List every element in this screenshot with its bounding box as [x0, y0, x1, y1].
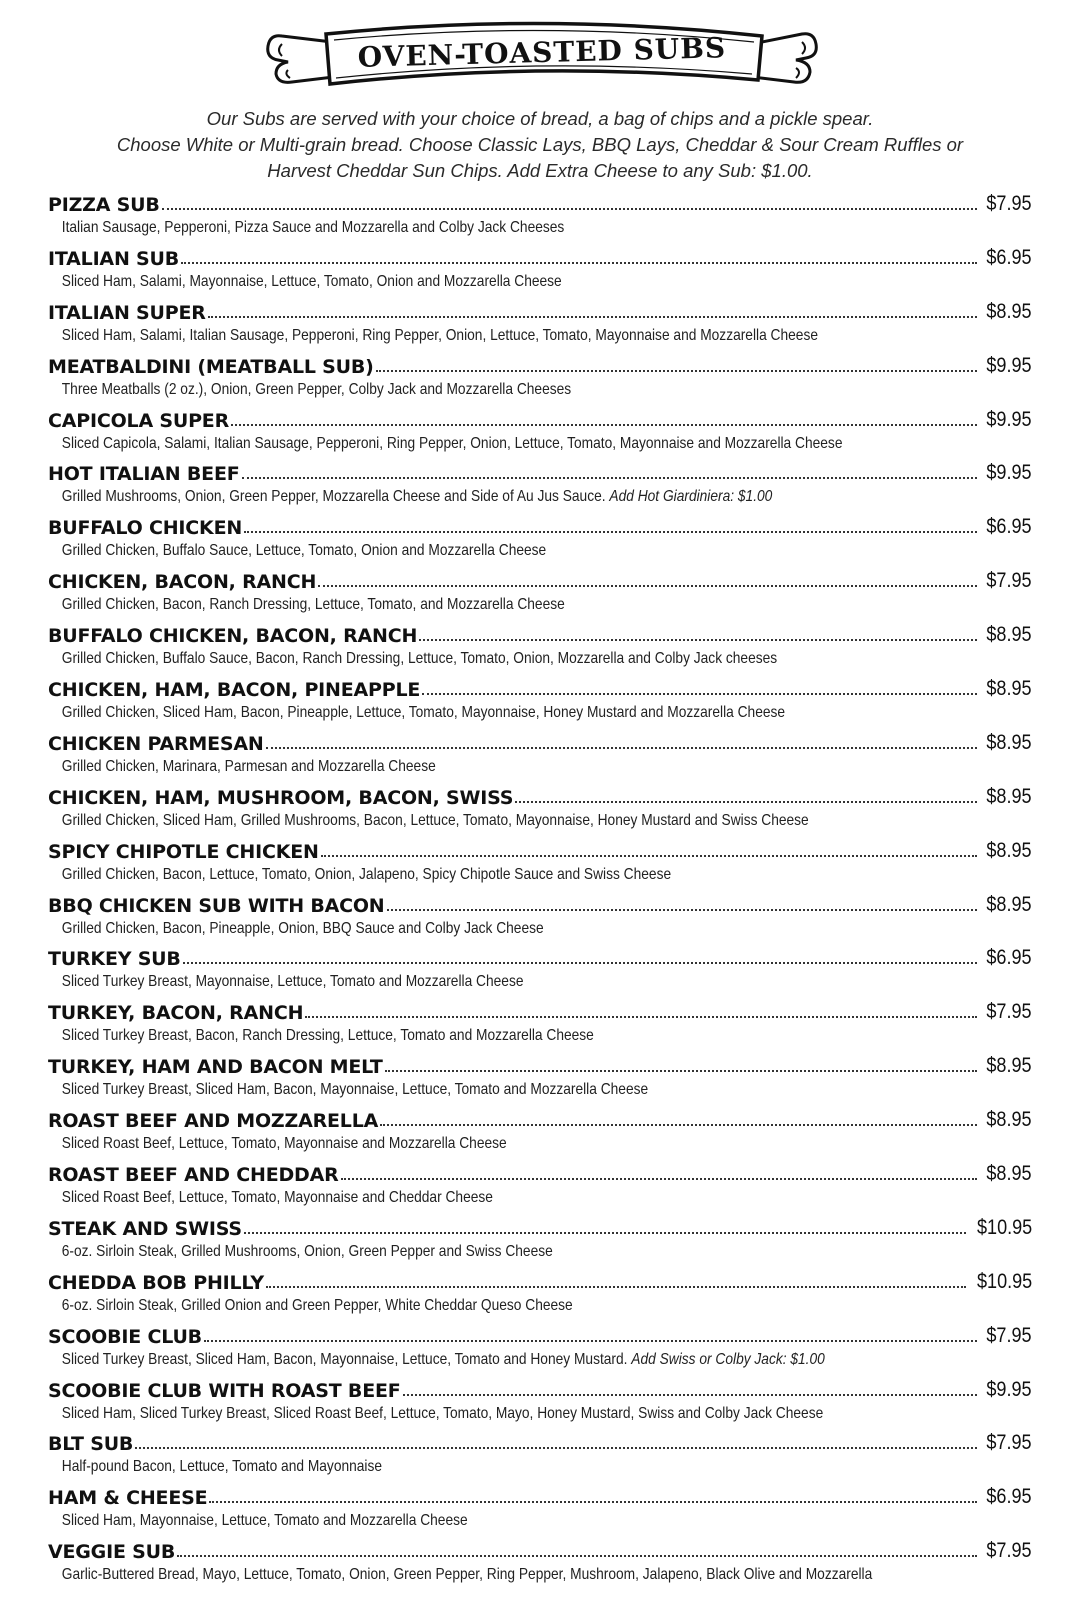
menu-item-row [48, 728, 1032, 755]
item-name: SCOOBIE CLUB [48, 1325, 202, 1348]
dot-leader [135, 1446, 977, 1449]
intro-line: Choose White or Multi-grain bread. Choose Classic Lays, BBQ Lays, Cheddar & Sour Cream Ruffles or [116, 134, 964, 155]
item-name: BBQ CHICKEN SUB WITH BACON [48, 894, 385, 917]
menu-item-row [48, 189, 1032, 216]
item-description [48, 970, 894, 994]
item-desc-text: 6-oz. Sirloin Steak, Grilled Onion and Green Pepper, White Cheddar Queso Cheese [61, 1296, 573, 1314]
dot-leader [419, 638, 977, 641]
item-description [48, 539, 894, 563]
item-price: $8.95 [986, 1108, 1032, 1132]
item-price: $7.95 [986, 1431, 1032, 1455]
menu-item [48, 512, 1032, 566]
menu-item-row [48, 351, 1032, 378]
dot-leader [318, 584, 977, 587]
menu-item-row [48, 1105, 1032, 1132]
item-price: $8.95 [986, 623, 1032, 647]
item-description [48, 809, 894, 833]
menu-item [48, 997, 1032, 1051]
item-description [48, 1024, 894, 1048]
menu-item [48, 566, 1032, 620]
item-name: SPICY CHIPOTLE CHICKEN [48, 840, 319, 863]
page-title: OVEN-TOASTED SUBS [357, 31, 727, 74]
dot-leader [162, 207, 978, 210]
item-name: TURKEY, HAM AND BACON MELT [48, 1056, 383, 1079]
dot-leader [376, 369, 978, 372]
dot-leader [341, 1177, 978, 1180]
item-desc-text: Grilled Chicken, Sliced Ham, Grilled Mushrooms, Bacon, Lettuce, Tomato, Mayonnaise, Honey Mustard and Swiss Cheese [61, 811, 809, 829]
item-description [48, 432, 894, 456]
item-name: CHICKEN, BACON, RANCH [48, 571, 317, 594]
item-addon-note: Add Hot Giardiniera: $1.00 [609, 488, 773, 506]
item-price: $8.95 [986, 677, 1032, 701]
dot-leader [266, 1285, 966, 1288]
item-description [48, 1455, 894, 1479]
item-desc-text: Half-pound Bacon, Lettuce, Tomato and Mayonnaise [61, 1458, 383, 1476]
menu-item [48, 405, 1032, 459]
dot-leader [177, 1554, 977, 1557]
item-description [48, 1078, 894, 1102]
item-desc-text: Italian Sausage, Pepperoni, Pizza Sauce and Mozzarella and Colby Jack Cheeses [61, 219, 565, 236]
menu-item-row [48, 1051, 1032, 1078]
item-description [48, 1509, 894, 1533]
menu-item-row [48, 620, 1032, 647]
item-price: $7.95 [986, 1323, 1032, 1347]
dot-leader [515, 800, 977, 803]
item-desc-text: Sliced Turkey Breast, Bacon, Ranch Dressing, Lettuce, Tomato and Mozzarella Cheese [61, 1027, 594, 1045]
menu-item-row [48, 890, 1032, 917]
item-description [48, 647, 894, 671]
item-description [48, 1240, 894, 1264]
menu-item [48, 1482, 1032, 1536]
menu-item [48, 674, 1032, 728]
menu-item-row [48, 997, 1032, 1024]
item-name: TURKEY, BACON, RANCH [48, 1002, 304, 1025]
menu-item-row [48, 1267, 1032, 1294]
item-price: $6.95 [986, 1485, 1032, 1509]
item-desc-text: Sliced Turkey Breast, Mayonnaise, Lettuce, Tomato and Mozzarella Cheese [61, 973, 524, 991]
item-name: ROAST BEEF AND CHEDDAR [48, 1164, 339, 1187]
item-price: $8.95 [986, 1054, 1032, 1078]
menu-item [48, 1051, 1032, 1105]
menu-item [48, 1105, 1032, 1159]
item-desc-text: Grilled Chicken, Bacon, Pineapple, Onion, BBQ Sauce and Colby Jack Cheese [61, 919, 544, 937]
item-desc-text: Sliced Roast Beef, Lettuce, Tomato, Mayonnaise and Mozzarella Cheese [61, 1135, 507, 1153]
item-price: $8.95 [986, 730, 1032, 754]
item-name: ITALIAN SUB [48, 247, 180, 270]
item-description [48, 378, 894, 402]
item-name: CHICKEN, HAM, BACON, PINEAPPLE [48, 679, 421, 702]
dot-leader [242, 476, 978, 479]
item-desc-text: Garlic-Buttered Bread, Mayo, Lettuce, Tomato, Onion, Green Pepper, Ring Pepper, Mushroom, Jalapeno, Black Olive and Mozzarella [61, 1566, 873, 1584]
item-name: ITALIAN SUPER [48, 301, 206, 324]
item-desc-text: Grilled Chicken, Sliced Ham, Bacon, Pineapple, Lettuce, Tomato, Mayonnaise, Honey Mustard and Mozzarella Cheese [61, 704, 786, 722]
dot-leader [204, 1339, 977, 1342]
menu-item-row [48, 297, 1032, 324]
item-name: CHICKEN PARMESAN [48, 732, 264, 755]
menu-item-row [48, 836, 1032, 863]
dot-leader [321, 854, 978, 857]
item-name: HOT ITALIAN BEEF [48, 463, 240, 486]
menu-item [48, 1267, 1032, 1321]
menu-item-row [48, 243, 1032, 270]
menu-item [48, 243, 1032, 297]
item-desc-text: Three Meatballs (2 oz.), Onion, Green Pepper, Colby Jack and Mozzarella Cheeses [61, 380, 572, 398]
item-desc-text: 6-oz. Sirloin Steak, Grilled Mushrooms, Onion, Green Pepper and Swiss Cheese [61, 1242, 553, 1260]
item-price: $10.95 [976, 1215, 1032, 1239]
menu-item [48, 1213, 1032, 1267]
item-price: $7.95 [986, 1000, 1032, 1024]
intro-line: Harvest Cheddar Sun Chips. Add Extra Cheese to any Sub: $1.00. [267, 160, 813, 181]
menu-item-row [48, 1482, 1032, 1509]
item-price: $9.95 [986, 461, 1032, 485]
menu-item-row [48, 674, 1032, 701]
item-description [48, 485, 894, 509]
dot-leader [183, 961, 978, 964]
item-desc-text: Sliced Ham, Sliced Turkey Breast, Sliced Roast Beef, Lettuce, Tomato, Mayo, Honey Mustard, Swiss and Colby Jack Cheese [61, 1404, 824, 1422]
menu-item [48, 782, 1032, 836]
item-description [48, 1294, 894, 1318]
menu-list [48, 189, 1032, 1590]
menu-item [48, 728, 1032, 782]
item-name: ROAST BEEF AND MOZZARELLA [48, 1110, 379, 1133]
item-desc-text: Grilled Chicken, Bacon, Lettuce, Tomato, Onion, Jalapeno, Spicy Chipotle Sauce and Swiss Cheese [61, 865, 672, 883]
item-price: $8.95 [986, 892, 1032, 916]
menu-item [48, 1536, 1032, 1590]
dot-leader [403, 1393, 978, 1396]
item-desc-text: Sliced Capicola, Salami, Italian Sausage, Pepperoni, Ring Pepper, Onion, Lettuce, Tomato, Mayonnaise and Mozzarella Cheese [61, 434, 843, 452]
item-price: $6.95 [986, 515, 1032, 539]
menu-item [48, 1159, 1032, 1213]
item-description [48, 1132, 894, 1156]
item-desc-text: Grilled Chicken, Bacon, Ranch Dressing, Lettuce, Tomato, and Mozzarella Cheese [61, 596, 565, 614]
menu-item [48, 351, 1032, 405]
item-price: $10.95 [976, 1269, 1032, 1293]
item-description [48, 1348, 894, 1372]
menu-item [48, 890, 1032, 944]
item-name: CHEDDA BOB PHILLY [48, 1271, 264, 1294]
item-description [48, 701, 894, 725]
item-description [48, 270, 894, 294]
dot-leader [209, 1500, 977, 1503]
dot-leader [208, 315, 978, 318]
item-price: $6.95 [986, 245, 1032, 269]
menu-item-row [48, 1159, 1032, 1186]
item-price: $7.95 [986, 1539, 1032, 1563]
menu-item-row [48, 1536, 1032, 1563]
dot-leader [305, 1015, 977, 1018]
item-price: $8.95 [986, 784, 1032, 808]
item-desc-text: Sliced Ham, Salami, Mayonnaise, Lettuce, Tomato, Onion and Mozzarella Cheese [61, 272, 562, 290]
item-name: CAPICOLA SUPER [48, 409, 230, 432]
item-name: HAM & CHEESE [48, 1487, 208, 1510]
item-name: STEAK AND SWISS [48, 1217, 242, 1240]
item-name: CHICKEN, HAM, MUSHROOM, BACON, SWISS [48, 786, 514, 809]
item-description [48, 324, 894, 348]
item-price: $9.95 [986, 353, 1032, 377]
item-description [48, 755, 894, 779]
dot-leader [422, 692, 977, 695]
item-description [48, 593, 894, 617]
item-desc-text: Grilled Chicken, Buffalo Sauce, Lettuce, Tomato, Onion and Mozzarella Cheese [61, 542, 547, 560]
item-price: $9.95 [986, 1377, 1032, 1401]
dot-leader [266, 746, 978, 749]
menu-item [48, 1428, 1032, 1482]
item-description [48, 917, 894, 941]
item-addon-note: Add Swiss or Colby Jack: $1.00 [631, 1350, 825, 1368]
dot-leader [181, 261, 977, 264]
item-desc-text: Grilled Mushrooms, Onion, Green Pepper, Mozzarella Cheese and Side of Au Jus Sauce. [61, 488, 606, 506]
item-name: MEATBALDINI (MEATBALL SUB) [48, 355, 374, 378]
item-name: TURKEY SUB [48, 948, 181, 971]
item-description [48, 1563, 894, 1587]
dot-leader [380, 1123, 977, 1126]
dot-leader [244, 1231, 966, 1234]
menu-item-row [48, 405, 1032, 432]
item-description [48, 1186, 894, 1210]
menu-item-row [48, 1321, 1032, 1348]
item-name: BLT SUB [48, 1433, 134, 1456]
menu-item [48, 620, 1032, 674]
menu-item [48, 189, 1032, 243]
menu-item-row [48, 458, 1032, 485]
menu-item-row [48, 782, 1032, 809]
dot-leader [387, 908, 978, 911]
intro-line: Our Subs are served with your choice of bread, a bag of chips and a pickle spear. [206, 108, 874, 129]
item-name: BUFFALO CHICKEN, BACON, RANCH [48, 625, 418, 648]
item-price: $7.95 [986, 192, 1032, 215]
item-name: PIZZA SUB [48, 194, 160, 216]
item-description [48, 1402, 894, 1426]
menu-item-row [48, 943, 1032, 970]
intro-text [60, 106, 1020, 184]
item-desc-text: Sliced Ham, Mayonnaise, Lettuce, Tomato and Mozzarella Cheese [61, 1512, 468, 1530]
item-name: BUFFALO CHICKEN [48, 517, 243, 540]
dot-leader [244, 530, 977, 533]
item-description [48, 216, 894, 240]
item-desc-text: Grilled Chicken, Buffalo Sauce, Bacon, Ranch Dressing, Lettuce, Tomato, Onion, Mozzarella and Colby Jack cheeses [61, 650, 778, 668]
dot-leader [231, 423, 977, 426]
item-name: SCOOBIE CLUB WITH ROAST BEEF [48, 1379, 401, 1402]
item-price: $7.95 [986, 569, 1032, 593]
item-price: $6.95 [986, 946, 1032, 970]
item-desc-text: Sliced Roast Beef, Lettuce, Tomato, Mayonnaise and Cheddar Cheese [61, 1189, 493, 1207]
item-desc-text: Sliced Ham, Salami, Italian Sausage, Pepperoni, Ring Pepper, Onion, Lettuce, Tomato, Mayonnaise and Mozzarella Cheese [61, 326, 818, 344]
menu-item [48, 458, 1032, 512]
title-banner [262, 14, 822, 98]
menu-item [48, 297, 1032, 351]
menu-item [48, 943, 1032, 997]
item-name: VEGGIE SUB [48, 1541, 176, 1564]
menu-item-row [48, 566, 1032, 593]
menu-item-row [48, 1375, 1032, 1402]
menu-item [48, 836, 1032, 890]
menu-item-row [48, 512, 1032, 539]
menu-item [48, 1321, 1032, 1375]
item-desc-text: Grilled Chicken, Marinara, Parmesan and Mozzarella Cheese [61, 757, 436, 775]
menu-item [48, 1375, 1032, 1429]
item-price: $9.95 [986, 407, 1032, 431]
item-description [48, 863, 894, 887]
menu-item-row [48, 1428, 1032, 1455]
item-price: $8.95 [986, 1162, 1032, 1186]
item-price: $8.95 [986, 299, 1032, 323]
dot-leader [385, 1069, 978, 1072]
item-desc-text: Sliced Turkey Breast, Sliced Ham, Bacon, Mayonnaise, Lettuce, Tomato and Mozzarella Cheese [61, 1081, 649, 1099]
item-desc-text: Sliced Turkey Breast, Sliced Ham, Bacon, Mayonnaise, Lettuce, Tomato and Honey Mustard. [61, 1350, 628, 1368]
menu-item-row [48, 1213, 1032, 1240]
item-price: $8.95 [986, 838, 1032, 862]
